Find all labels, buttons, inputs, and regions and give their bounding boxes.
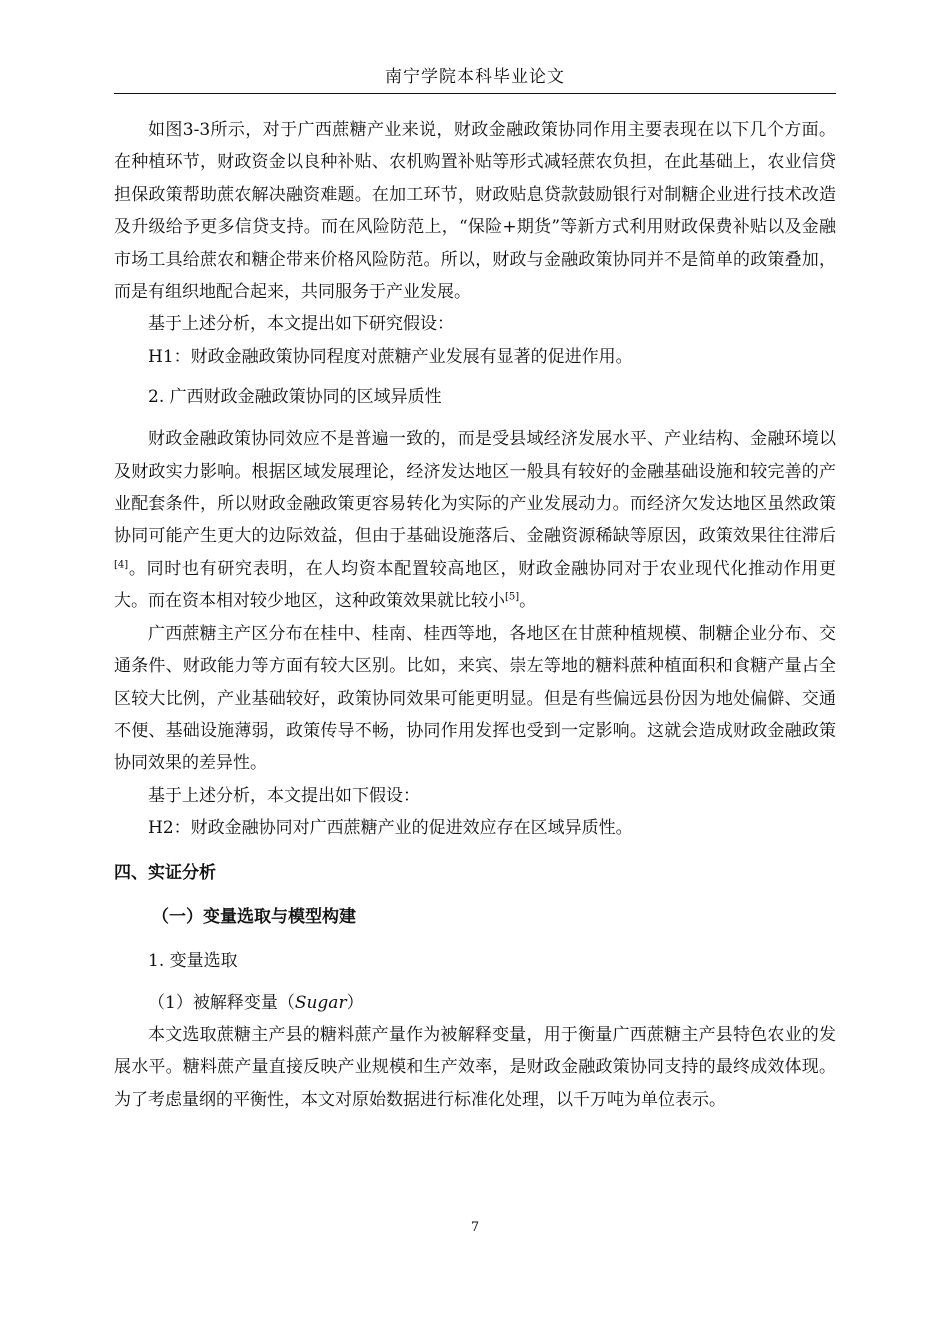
paragraph-1: 如图3-3所示，对于广西蔗糖产业来说，财政金融政策协同作用主要表现在以下几个方面。在种植环节，财政资金以良种补贴、农机购置补贴等形式减轻蔗农负担，在此基础上，农业信贷担保政策帮助蔗农解决融资难题。在加工环节，财政贴息贷款鼓励银行对制糖企业进行技术改造及升级给予更多信贷支持。而在风险防范上，“保险+期货”等新方式利用财政保费补贴以及金融市场工具给蔗农和糖企带来价格风险防范。所以，财政与金融政策协同并不是简单的政策叠加，而是有组织地配合起来，共同服务于产业发展。 bbox=[114, 120, 836, 303]
page-number: 7 bbox=[470, 1220, 480, 1235]
paragraph-3-part-a: 财政金融政策协同效应不是普遍一致的，而是受县域经济发展水平、产业结构、金融环境以及财政实力影响。根据区域发展理论，经济发达地区一般具有较好的金融基础设施和较完善的产业配套条件，所以财政金融政策更容易转化为实际的产业发展动力。而经济欠发达地区虽然政策协同可能产生更大的边际效益，但由于基础设施落后、金融资源稀缺等原因，政策效果往往滞后 bbox=[114, 429, 836, 547]
header-rule bbox=[114, 93, 836, 94]
paragraph-3-part-b: 。同时也有研究表明，在人均资本配置较高地区，财政金融协同对于农业现代化推动作用更大。而在资本相对较少地区，这种政策效果就比较小 bbox=[114, 558, 836, 612]
subheading-2: 2. 广西财政金融政策协同的区域异质性 bbox=[148, 387, 442, 408]
section-heading: 四、实证分析 bbox=[114, 862, 216, 883]
paragraph-4: 广西蔗糖主产区分布在桂中、桂南、桂西等地，各地区在甘蔗种植规模、制糖企业分布、交通条件、财政能力等方面有较大区别。比如，来宾、崇左等地的糖料蔗种植面积和食糖产量占全区较大比例，产业基础较好，政策协同效果可能更明显。但是有些偏远县份因为地处偏僻、交通不便、基础设施薄弱，政策传导不畅，协同作用发挥也受到一定影响。这就会造成财政金融政策协同效果的差异性。 bbox=[114, 623, 836, 774]
variable-prefix: （1）被解释变量（ bbox=[148, 992, 295, 1013]
paragraph-3 bbox=[114, 423, 836, 617]
page-header: 南宁学院本科毕业论文 bbox=[385, 67, 565, 87]
dependent-variable-heading bbox=[114, 987, 836, 1019]
paragraph-6: 本文选取蔗糖主产县的糖料蔗产量作为被解释变量，用于衡量广西蔗糖主产县特色农业的发展水平。糖料蔗产量直接反映产业规模和生产效率，是财政金融政策协同支持的最终成效体现。为了考虑量纲的平衡性，本文对原始数据进行标准化处理，以千万吨为单位表示。 bbox=[114, 1024, 836, 1110]
citation-4: [4] bbox=[114, 559, 129, 571]
hypothesis-h1: H1：财政金融政策协同程度对蔗糖产业发展有显著的促进作用。 bbox=[148, 346, 633, 367]
paragraph-2: 基于上述分析，本文提出如下研究假设： bbox=[148, 314, 454, 335]
variable-selection-heading: 1. 变量选取 bbox=[148, 950, 238, 971]
subsection-heading: （一）变量选取与模型构建 bbox=[152, 906, 356, 927]
page-body bbox=[114, 114, 836, 1116]
paragraph-5: 基于上述分析，本文提出如下假设： bbox=[148, 785, 420, 806]
variable-name: Sugar bbox=[294, 992, 347, 1013]
paragraph-3-part-c: 。 bbox=[519, 591, 537, 612]
variable-suffix: ） bbox=[346, 992, 364, 1013]
citation-5: [5] bbox=[505, 591, 520, 603]
hypothesis-h2: H2：财政金融协同对广西蔗糖产业的促进效应存在区域异质性。 bbox=[148, 818, 633, 839]
